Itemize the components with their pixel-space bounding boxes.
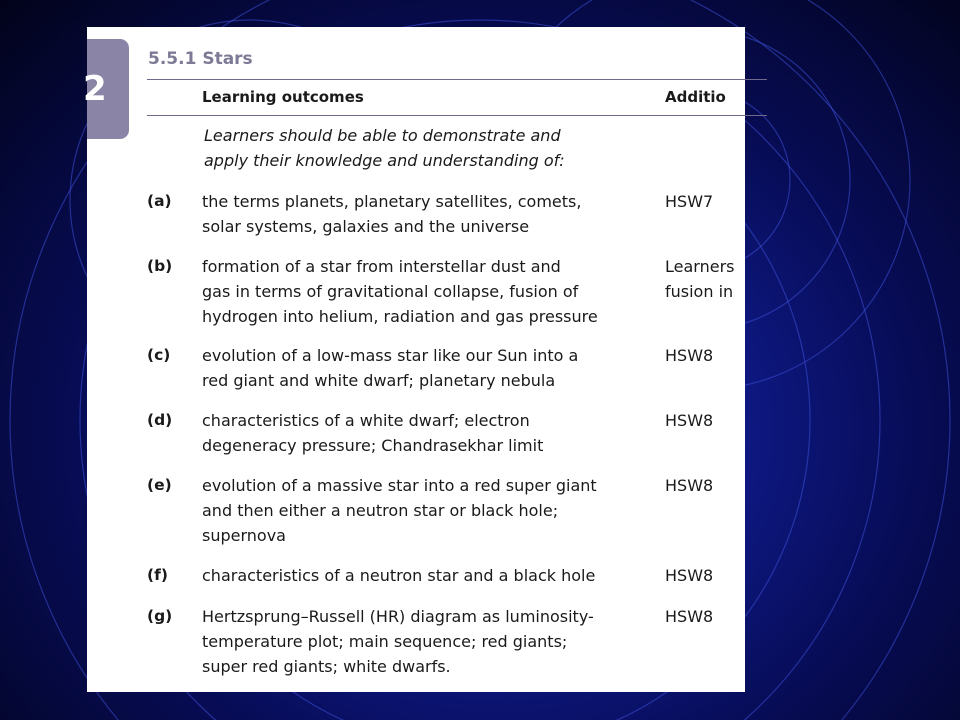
- outcome-code: (f): [147, 566, 168, 584]
- outcome-code: (g): [147, 607, 173, 625]
- outcome-text: evolution of a massive star into a red super giant and then either a neutron star or black hole; supernova: [202, 476, 597, 545]
- intro-text: Learners should be able to demonstrate and apply their knowledge and understanding of:: [204, 126, 565, 170]
- column-header-learning-outcomes: Learning outcomes: [202, 88, 364, 106]
- outcome-text: characteristics of a neutron star and a black hole: [202, 566, 596, 585]
- syllabus-page: [83, 27, 745, 692]
- column-header-additional: Additio: [665, 88, 726, 106]
- outcome-additional: HSW8: [665, 607, 714, 626]
- outcome-additional: HSW7: [665, 192, 714, 211]
- outcome-text: formation of a star from interstellar dust and gas in terms of gravitational collapse, fusion of hydrogen into helium, radiation and gas pressure: [202, 257, 598, 326]
- header-bottom-rule: [147, 115, 767, 116]
- outcome-additional: Learners fusion in: [665, 257, 735, 301]
- outcome-code: (c): [147, 346, 171, 364]
- header-top-rule: [147, 79, 767, 80]
- outcome-code: (e): [147, 476, 172, 494]
- outcome-text: the terms planets, planetary satellites, comets, solar systems, galaxies and the universe: [202, 192, 582, 236]
- section-tab-number: 2: [83, 69, 107, 109]
- outcome-text: Hertzsprung–Russell (HR) diagram as luminosity- temperature plot; main sequence; red giants; super red giants; white dwarfs.: [202, 607, 594, 676]
- outcome-text: characteristics of a white dwarf; electron degeneracy pressure; Chandrasekhar limit: [202, 411, 544, 455]
- section-tab: [83, 39, 129, 139]
- outcome-additional: HSW8: [665, 476, 714, 495]
- outcome-code: (b): [147, 257, 173, 275]
- outcome-additional: HSW8: [665, 411, 714, 430]
- outcome-code: (d): [147, 411, 173, 429]
- outcome-text: evolution of a low-mass star like our Sun into a red giant and white dwarf; planetary nebula: [202, 346, 579, 390]
- outcome-additional: HSW8: [665, 346, 714, 365]
- outcome-code: (a): [147, 192, 172, 210]
- section-title: 5.5.1 Stars: [148, 49, 253, 69]
- outcome-additional: HSW8: [665, 566, 714, 585]
